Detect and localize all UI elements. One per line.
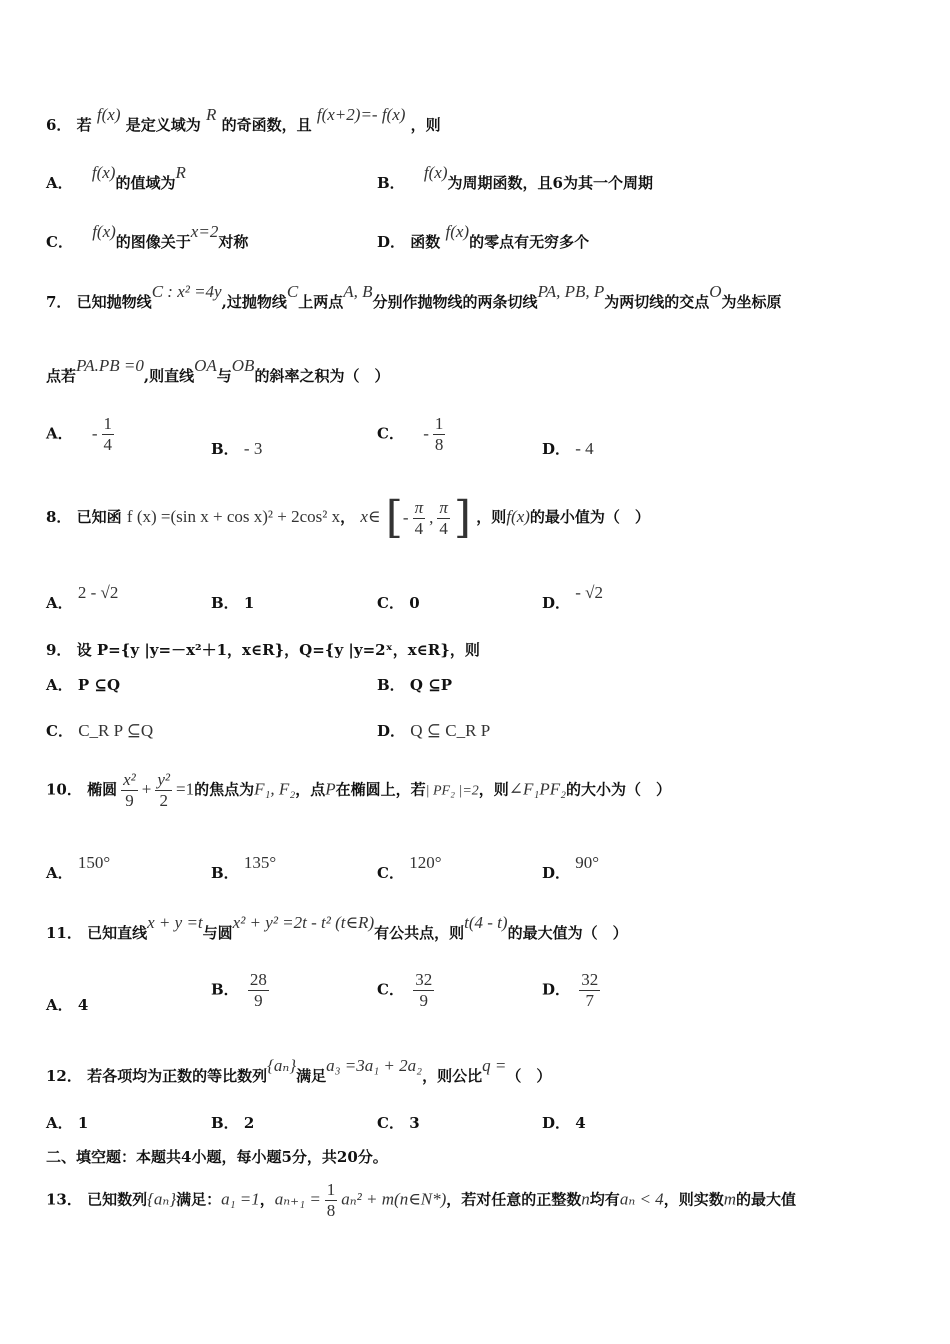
q8-text-3: ，则: [476, 508, 507, 526]
q7-line2-text-a: 点若: [46, 367, 77, 385]
q11-math-expr: t(4 - t): [464, 913, 508, 932]
q7-option-a-denominator: 4: [103, 435, 113, 454]
q13-math-m: m: [723, 1189, 736, 1209]
q9-option-a: [46, 674, 120, 695]
q8-option-a-label: A．: [46, 594, 73, 612]
q8-option-b-value: 1: [243, 594, 255, 612]
q7-text-6: 为坐标原: [721, 293, 782, 311]
q6-math-cond: f(x+2)=- f(x): [316, 105, 406, 124]
q9-option-b-value: Q ⊆P: [409, 676, 453, 694]
q10-option-d-value: 90°: [575, 853, 600, 872]
q7-option-c-sign: -: [423, 423, 429, 443]
q10-text-5: ，则: [478, 780, 509, 799]
q11-option-b: [211, 970, 273, 1011]
q13-text-1: 已知数列: [87, 1190, 148, 1209]
q10-math-pf2: | PF₂ |=2: [425, 783, 479, 799]
q12-math-q: q =: [482, 1056, 507, 1075]
q11-math-circle: x² + y² =2t - t² (t∈R): [232, 913, 375, 932]
q8-text-4: 的最小值为（ ）: [529, 508, 650, 526]
question-12: [46, 1056, 552, 1086]
q10-frac-x-numerator: x²: [123, 770, 136, 789]
q6-option-a-math2: R: [175, 163, 186, 182]
q7-text-3: 上两点: [298, 293, 344, 311]
q12-option-a-value: 1: [77, 1114, 89, 1132]
q7-option-b: [211, 438, 262, 459]
q12-option-b-label: B．: [211, 1114, 239, 1132]
q12-text-2: 满足: [296, 1067, 327, 1085]
q10-option-b-label: B．: [211, 864, 239, 882]
q7-line2-math-2: OA: [194, 356, 217, 375]
q7-text-1: 已知抛物线: [76, 293, 152, 311]
question-11: [46, 913, 628, 943]
q10-fraction-y: [155, 770, 172, 811]
q8-option-b-label: B．: [211, 594, 239, 612]
q12-option-b-value: 2: [243, 1114, 255, 1132]
q12-option-a: [46, 1112, 88, 1133]
q7-text-4: 分别作抛物线的两条切线: [372, 293, 538, 311]
q8-option-a: [46, 583, 119, 613]
q7-option-b-value: - 3: [243, 439, 263, 458]
q7-line2-math-1: PA.PB =0: [76, 356, 144, 375]
q7-option-b-label: B．: [211, 440, 239, 458]
q11-option-d: [542, 970, 604, 1011]
q7-option-c: [377, 414, 449, 455]
q11-option-b-denominator: 9: [254, 991, 263, 1010]
q10-option-a-value: 150°: [77, 853, 111, 872]
q8-interval-comma: ,: [429, 508, 434, 527]
q10-fraction-x: [121, 770, 138, 811]
q7-line2-math-3: OB: [231, 356, 255, 375]
q8-interval-upper: [437, 498, 450, 539]
q6-option-b: [377, 163, 653, 193]
q9-option-d-value: Q ⊆ C_R P: [410, 721, 491, 740]
q8-lower-denominator: 4: [414, 518, 424, 538]
q6-option-c-text: 的图像关于: [115, 233, 191, 251]
q10-option-b-value: 135°: [243, 853, 277, 872]
q9-option-b-label: B．: [377, 676, 405, 694]
q13-math-n: n: [581, 1189, 590, 1209]
q6-option-c-text2: 对称: [218, 233, 249, 251]
q8-option-b: [211, 592, 254, 613]
q10-text-4: 在椭圆上，若: [335, 780, 426, 799]
q10-option-c-label: C．: [377, 864, 404, 882]
q10-option-c-value: 120°: [409, 853, 442, 872]
q6-option-b-math: f(x): [423, 163, 448, 182]
q8-interval: [385, 492, 472, 543]
q13-math-seq: {aₙ}: [147, 1189, 177, 1209]
q11-option-a-label: A．: [46, 996, 73, 1014]
q7-line2-text-b: ,则直线: [143, 367, 195, 385]
q13-fraction: [325, 1180, 338, 1221]
q8-interval-lower: [413, 498, 426, 539]
q11-option-b-fraction: [248, 970, 269, 1011]
q6-option-d-pre: 函数: [410, 233, 441, 251]
q10-option-d: [542, 853, 600, 883]
q12-math-seq: {aₙ}: [267, 1056, 297, 1075]
q6-option-a: [46, 163, 186, 193]
q6-option-d-label: D．: [377, 233, 406, 251]
q11-option-a-value: 4: [77, 996, 89, 1014]
q13-text-6: ，则实数: [663, 1190, 724, 1209]
q8-text-2: ，: [340, 508, 356, 526]
q6-text-1: 若: [76, 116, 92, 134]
q11-option-c-fraction: [413, 970, 434, 1011]
q7-line2-text-d: 的斜率之积为（ ）: [254, 367, 390, 385]
q8-math-x-in: x∈: [360, 507, 381, 526]
q7-math-4: PA, PB, P: [537, 282, 605, 301]
q7-option-a-sign: -: [91, 423, 98, 443]
q13-text-7: 的最大值: [735, 1190, 796, 1209]
q10-text-6: 的大小为（ ）: [566, 780, 672, 799]
q6-number: 6．: [46, 116, 72, 134]
q12-option-d-value: 4: [575, 1114, 586, 1132]
q7-math-3: A, B: [343, 282, 373, 301]
q7-line2-text-c: 与: [216, 367, 232, 385]
q11-option-b-numerator: 28: [249, 970, 267, 989]
q9-option-d: [377, 720, 490, 741]
q11-option-d-denominator: 7: [585, 991, 594, 1010]
q6-math-fx: f(x): [96, 105, 121, 124]
q7-option-d-value: - 4: [575, 439, 594, 458]
q13-text-3: ，: [259, 1190, 275, 1209]
q12-option-d-label: D．: [542, 1114, 571, 1132]
q6-option-d: [377, 222, 590, 252]
question-8: [46, 492, 650, 543]
q8-option-d-label: D．: [542, 594, 571, 612]
q10-math-foci: F₁, F₂: [254, 779, 296, 799]
q12-option-a-label: A．: [46, 1114, 73, 1132]
q7-option-d-label: D．: [542, 440, 571, 458]
q10-frac-y-denominator: 2: [159, 791, 168, 810]
q13-frac-denominator: 8: [326, 1201, 336, 1220]
question-10: [46, 770, 671, 811]
q9-option-a-label: A．: [46, 676, 73, 694]
q6-option-c-math2: x=2: [190, 222, 219, 241]
q7-option-c-fraction: [433, 414, 446, 455]
q9-option-c-label: C．: [46, 722, 73, 740]
q7-option-c-denominator: 8: [434, 435, 444, 454]
question-7: [46, 282, 782, 312]
q13-text-2: 满足：: [176, 1190, 222, 1209]
q7-math-5: O: [709, 282, 722, 301]
q10-option-c: [377, 853, 442, 883]
q12-text-1: 若各项均为正数的等比数列: [87, 1067, 268, 1085]
q11-number: 11．: [46, 924, 82, 942]
q8-option-c-label: C．: [377, 594, 404, 612]
section-2-heading: 二、填空题：本题共4小题，每小题5分，共20分。: [46, 1148, 388, 1166]
q12-option-c: [377, 1112, 420, 1133]
q10-text-1: 椭圆: [87, 780, 118, 799]
q12-option-c-label: C．: [377, 1114, 404, 1132]
q11-option-c-label: C．: [377, 980, 404, 999]
q13-text-4: ，若对任意的正整数: [446, 1190, 582, 1209]
q6-option-d-text: 的零点有无穷多个: [469, 233, 590, 251]
q7-text-5: 为两切线的交点: [604, 293, 710, 311]
q10-text-2: 的焦点为: [194, 780, 255, 799]
q12-option-b: [211, 1112, 254, 1133]
q11-math-line: x + y =t: [147, 913, 203, 932]
q10-plus: +: [141, 779, 152, 799]
q11-option-c-numerator: 32: [415, 970, 433, 989]
q7-option-d: [542, 438, 594, 459]
q6-option-a-label: A．: [46, 174, 73, 192]
q13-frac-numerator: 1: [326, 1180, 336, 1199]
q11-text-2: 与圆: [202, 924, 233, 942]
q8-option-a-value: 2 - √2: [77, 583, 119, 602]
q6-option-c: [46, 222, 249, 252]
q10-option-a: [46, 853, 111, 883]
q8-math-fx: f(x): [506, 507, 530, 526]
q8-option-d: [542, 583, 603, 613]
q11-option-d-fraction: [579, 970, 600, 1011]
q11-option-a: [46, 994, 88, 1015]
q9-option-c: [46, 720, 153, 741]
q10-math-P: P: [325, 779, 336, 799]
q10-frac-x-denominator: 9: [125, 791, 134, 810]
q10-text-3: ，点: [295, 780, 326, 799]
q13-math-recur-a: aₙ₊₁ =: [274, 1189, 321, 1209]
q8-upper-denominator: 4: [439, 518, 448, 538]
q6-option-a-math: f(x): [91, 163, 116, 182]
q6-text-2: 是定义域为: [125, 116, 201, 134]
q7-option-a-numerator: 1: [103, 414, 113, 433]
q12-option-c-value: 3: [409, 1114, 420, 1132]
q12-number: 12．: [46, 1067, 82, 1085]
q10-option-d-label: D．: [542, 864, 571, 882]
q12-text-3: ，则公比: [422, 1067, 483, 1085]
q8-upper-numerator: π: [439, 497, 448, 517]
q7-option-c-label: C．: [377, 424, 404, 443]
q12-option-d: [542, 1112, 586, 1133]
left-bracket-icon: [: [385, 492, 403, 543]
q6-option-d-math: f(x): [445, 222, 470, 241]
q7-number: 7．: [46, 293, 72, 311]
q8-option-c-value: 0: [409, 594, 420, 612]
q6-option-b-text: 为周期函数，且6为其一个周期: [447, 174, 653, 192]
q10-number: 10．: [46, 780, 82, 799]
q7-text-2: ,过抛物线: [221, 293, 287, 311]
q6-option-c-math: f(x): [92, 222, 116, 241]
question-9: [46, 639, 480, 660]
q6-option-a-text: 的值域为: [115, 174, 176, 192]
q8-option-c: [377, 592, 420, 613]
q11-option-c: [377, 970, 438, 1011]
q8-math-function: f (x) =(sin x + cos x)² + 2cos² x: [126, 507, 341, 526]
q10-math-angle: ∠F₁PF₂: [508, 779, 567, 799]
q10-frac-y-numerator: y²: [157, 770, 171, 789]
question-7-line-2: [46, 356, 390, 386]
q7-option-a: [46, 414, 118, 455]
right-bracket-icon: ]: [453, 492, 472, 543]
q13-text-5: 均有: [589, 1190, 620, 1209]
q9-option-a-value: P ⊆Q: [77, 676, 121, 694]
q6-option-b-label: B．: [377, 174, 405, 192]
question-13: [46, 1180, 796, 1221]
q11-option-b-label: B．: [211, 980, 239, 999]
q7-option-a-fraction: [102, 414, 115, 455]
q13-number: 13．: [46, 1190, 82, 1209]
q10-equals: =1: [176, 779, 195, 799]
q13-math-a1: a₁ =1: [221, 1189, 260, 1209]
q9-text: 设 P={y |y=－x²＋1，x∈R}，Q={y |y=2ˣ，x∈R}，则: [76, 641, 480, 659]
q9-option-d-label: D．: [377, 722, 406, 740]
q9-option-b: [377, 674, 452, 695]
q7-option-c-numerator: 1: [434, 414, 444, 433]
q7-math-1: C : x² =4y: [151, 282, 222, 301]
q9-number: 9．: [46, 641, 72, 659]
q6-text-3: 的奇函数，且: [221, 116, 312, 134]
q8-lower-numerator: π: [414, 497, 424, 517]
q10-option-a-label: A．: [46, 864, 73, 882]
q6-math-R: R: [206, 105, 217, 124]
q10-option-b: [211, 853, 277, 883]
q8-number: 8．: [46, 508, 72, 526]
q11-option-c-denominator: 9: [419, 991, 428, 1010]
q6-text-4: ，则: [410, 116, 441, 134]
q11-option-d-numerator: 32: [581, 970, 599, 989]
q6-option-c-label: C．: [46, 233, 73, 251]
q9-option-c-value: C_R P ⊆Q: [78, 721, 154, 740]
q8-interval-lower-sign: -: [402, 508, 409, 527]
q11-text-4: 的最大值为（ ）: [507, 924, 628, 942]
q12-text-4: （ ）: [506, 1067, 552, 1085]
q7-option-a-label: A．: [46, 424, 73, 443]
q11-text-3: 有公共点，则: [374, 924, 465, 942]
q12-math-relation: a₃ =3a₁ + 2a₂: [326, 1056, 423, 1075]
q13-math-recur-b: aₙ² + m(n∈N*): [341, 1189, 447, 1209]
question-6: [46, 105, 441, 135]
q11-option-d-label: D．: [542, 980, 571, 999]
q11-text-1: 已知直线: [87, 924, 148, 942]
q13-math-bound: aₙ < 4: [619, 1189, 664, 1209]
q8-text-1: 已知函: [76, 508, 122, 526]
q8-option-d-value: - √2: [575, 583, 603, 602]
q7-math-2: C: [286, 282, 299, 301]
